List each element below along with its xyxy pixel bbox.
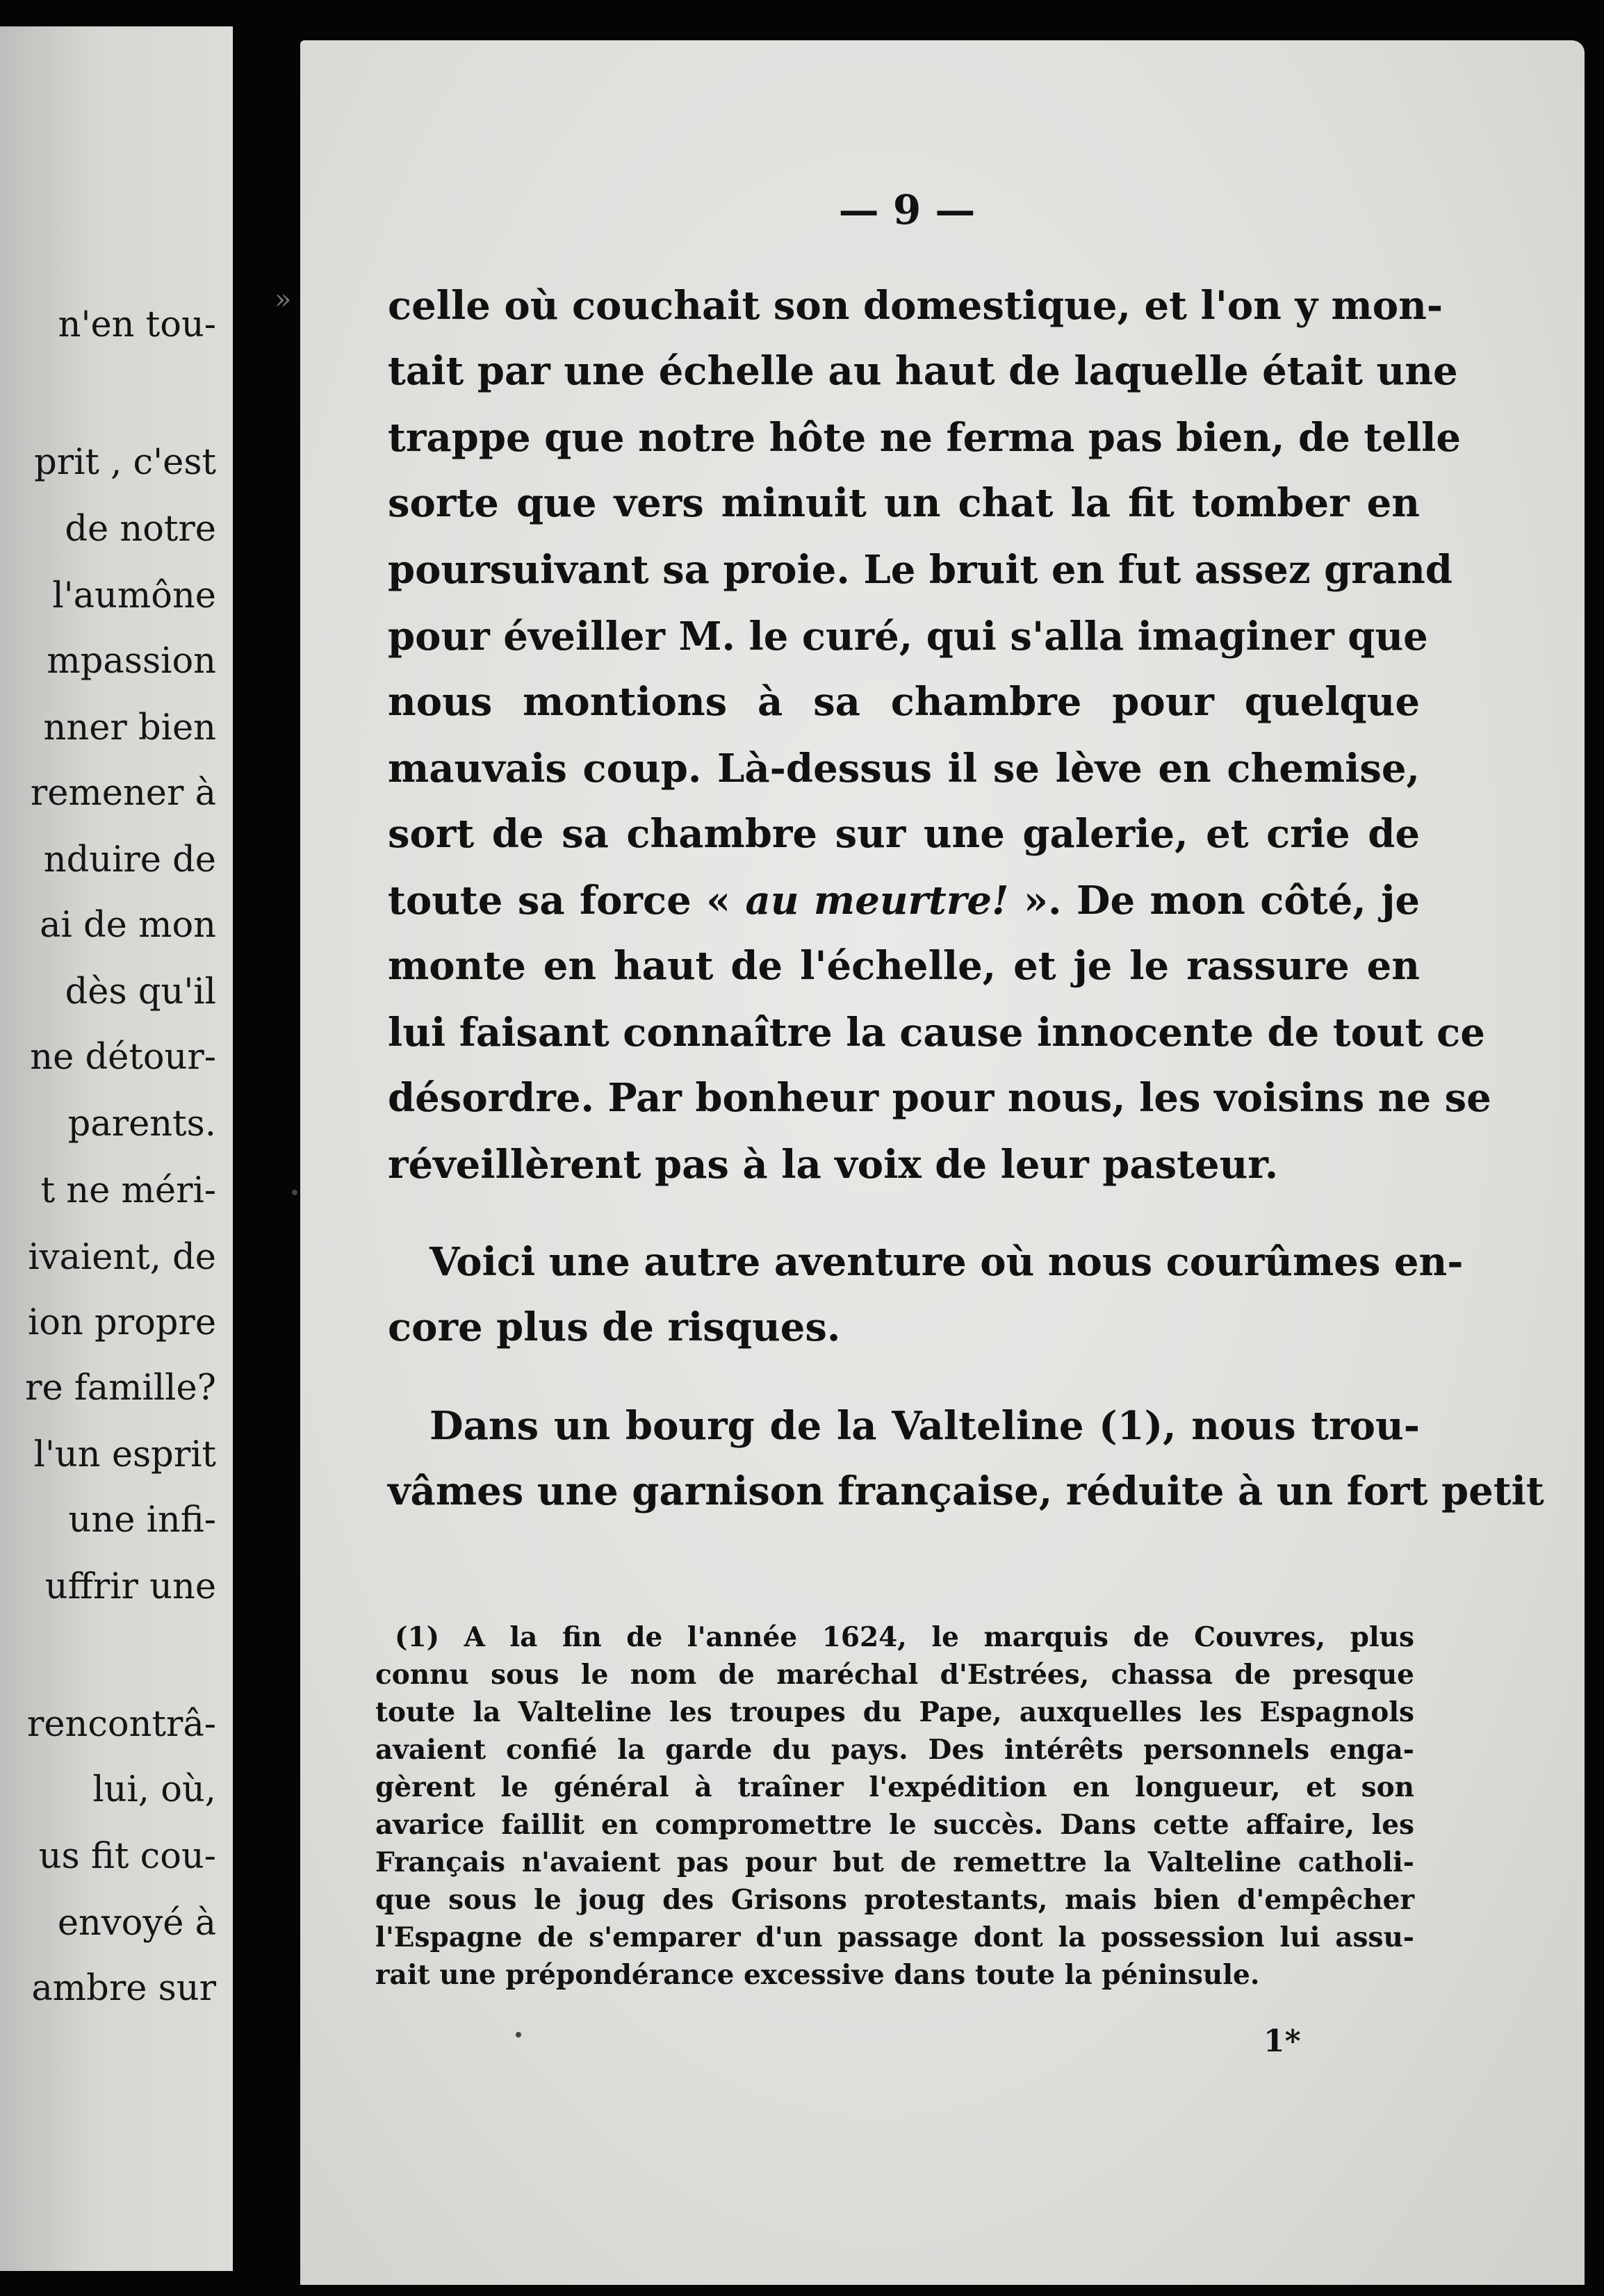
speck bbox=[516, 2032, 521, 2037]
footnote-line: rait une prépondérance excessive dans toute la péninsule. bbox=[375, 1959, 1260, 1991]
body-line: mauvais coup. Là-dessus il se lève en chemise, bbox=[388, 746, 1420, 792]
left-page-line: ivaient, de bbox=[28, 1237, 216, 1278]
left-page-line: envoyé à bbox=[57, 1903, 216, 1944]
body-line: tait par une échelle au haut de laquelle était une bbox=[388, 348, 1458, 394]
footnote-line: avarice faillit en compromettre le succès. Dans cette affaire, les bbox=[375, 1809, 1414, 1841]
quote-italic: au meurtre! bbox=[745, 878, 1009, 924]
left-page-line: ambre sur bbox=[31, 1968, 216, 2009]
left-page-fragment bbox=[0, 26, 233, 2271]
footnote-line: que sous le joug des Grisons protestants, mais bien d'empêcher bbox=[375, 1884, 1414, 1916]
footnote-line: connu sous le nom de maréchal d'Estrées, chassa de presque bbox=[375, 1659, 1414, 1691]
body-line: sorte que vers minuit un chat la fit tomber en bbox=[388, 480, 1420, 526]
body-line: pour éveiller M. le curé, qui s'alla imaginer que bbox=[388, 614, 1428, 659]
left-page-line: ai de mon bbox=[40, 905, 216, 946]
body-line: celle où couchait son domestique, et l'on y mon- bbox=[388, 283, 1443, 329]
footnote-line: gèrent le général à traîner l'expédition en longueur, et son bbox=[375, 1771, 1414, 1803]
speck bbox=[292, 1190, 297, 1195]
left-page-line: prit , c'est bbox=[34, 442, 216, 483]
left-page-line: ne détour- bbox=[30, 1037, 216, 1078]
left-page-line: nner bien bbox=[43, 707, 216, 748]
left-page-line: us fit cou- bbox=[38, 1836, 216, 1877]
body-line: core plus de risques. bbox=[388, 1304, 841, 1350]
body-line-with-quote bbox=[388, 878, 1420, 923]
left-page-line: de notre bbox=[65, 509, 216, 550]
left-page-line: lui, où, bbox=[92, 1769, 216, 1810]
body-line: Voici une autre aventure où nous courûmes en- bbox=[429, 1239, 1464, 1285]
body-line: nous montions à sa chambre pour quelque bbox=[388, 679, 1420, 725]
left-page-line: ion propre bbox=[27, 1302, 216, 1343]
signature-mark: 1* bbox=[1263, 2024, 1301, 2059]
left-page-line: remener à bbox=[30, 773, 216, 814]
body-line: trappe que notre hôte ne ferma pas bien, de telle bbox=[388, 415, 1461, 461]
left-page-line: dès qu'il bbox=[65, 971, 216, 1012]
body-line: lui faisant connaître la cause innocente de tout ce bbox=[388, 1010, 1485, 1056]
left-page-line: nduire de bbox=[43, 839, 216, 880]
left-page-line: l'un esprit bbox=[33, 1434, 216, 1475]
footnote-line: Français n'avaient pas pour but de remettre la Valteline catholi- bbox=[375, 1846, 1414, 1878]
body-line: poursuivant sa proie. Le bruit en fut assez grand bbox=[388, 547, 1452, 593]
footnote-line: (1) A la fin de l'année 1624, le marquis de Couvres, plus bbox=[395, 1621, 1414, 1653]
footnote-line: avaient confié la garde du pays. Des intérêts personnels enga- bbox=[375, 1734, 1414, 1766]
page-number: — 9 — bbox=[838, 186, 976, 233]
body-line: Dans un bourg de la Valteline (1), nous trou- bbox=[429, 1403, 1420, 1449]
footnote-line: toute la Valteline les troupes du Pape, auxquelles les Espagnols bbox=[375, 1696, 1414, 1728]
footnote-line: l'Espagne de s'emparer d'un passage dont la possession lui assu- bbox=[375, 1921, 1414, 1953]
left-page-line: t ne méri- bbox=[40, 1170, 216, 1211]
body-line: désordre. Par bonheur pour nous, les voisins ne se bbox=[388, 1075, 1491, 1121]
left-page-line: rencontrâ- bbox=[26, 1704, 216, 1745]
left-page-line: une infi- bbox=[68, 1500, 216, 1541]
body-line: sort de sa chambre sur une galerie, et crie de bbox=[388, 811, 1420, 857]
body-line: monte en haut de l'échelle, et je le rassure en bbox=[388, 943, 1420, 989]
left-page-line: n'en tou- bbox=[58, 304, 216, 345]
body-line: vâmes une garnison française, réduite à un fort petit bbox=[388, 1468, 1544, 1514]
left-page-line: re famille? bbox=[25, 1368, 216, 1409]
left-page-line: uffrir une bbox=[44, 1566, 216, 1607]
left-page-line: l'aumône bbox=[52, 575, 216, 616]
quote-lead: toute sa force « bbox=[388, 878, 746, 924]
quote-trail: ». De mon côté, je bbox=[1008, 878, 1420, 924]
left-page-line: parents. bbox=[67, 1104, 216, 1145]
gutter-mark: » bbox=[275, 284, 292, 315]
left-page-line: mpassion bbox=[47, 641, 216, 682]
body-line: réveillèrent pas à la voix de leur pasteur. bbox=[388, 1142, 1279, 1188]
